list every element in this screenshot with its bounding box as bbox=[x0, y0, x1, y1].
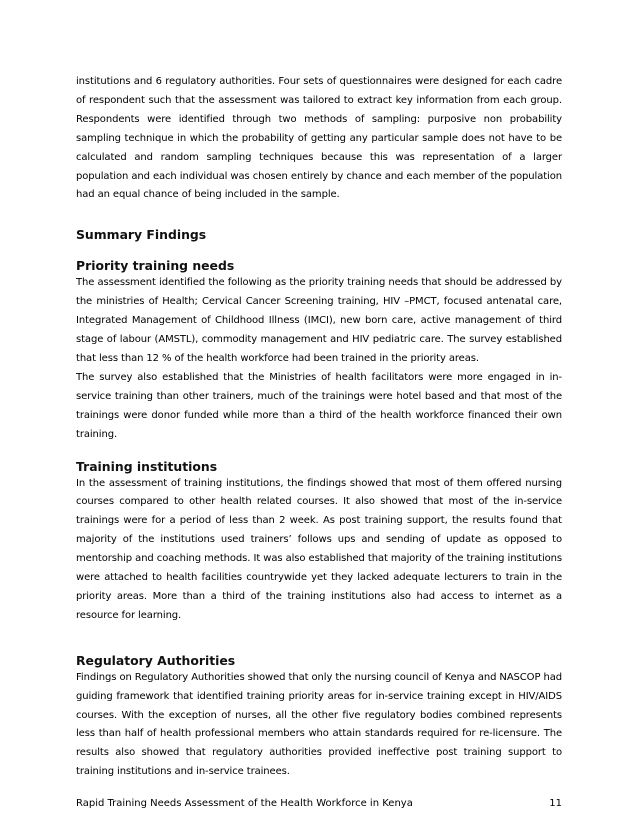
priority-training-heading: Priority training needs bbox=[76, 258, 235, 274]
footer-title: Rapid Training Needs Assessment of the Health Workforce in Kenya bbox=[76, 798, 413, 809]
training-institutions-heading: Training institutions bbox=[76, 458, 218, 474]
priority-paragraph-2: The survey also established that the Ministries of health facilitators were more engaged in in-service training than other trainers, much of the trainings were hotel based and that most of the trainings were donor funded while more than a third of the health workforce financed their own training. bbox=[76, 371, 562, 440]
regulatory-paragraph: Findings on Regulatory Authorities showed that only the nursing council of Kenya and NASCOP had guiding framework that identified training priority areas for in-service training except in HIV/AIDS courses. With the exception of nurses, all the other five regulatory bodies combined represents less than half of health professional members who attain standards required for re-licensure. The results also showed that regulatory authorities provided ineffective post training support to training institutions and in-service trainees. bbox=[76, 671, 562, 778]
page-number: 11 bbox=[549, 798, 562, 809]
intro-paragraph: institutions and 6 regulatory authorities. Four sets of questionnaires were designed for each cadre of respondent such that the assessment was tailored to extract key information from each group. Respondents were identified through two methods of sampling: purposive non probability sampling technique in which the probability of getting any particular sample does not have to be calculated and random sampling techniques because this was representation of a larger population and each individual was chosen entirely by chance and each member of the population had an equal chance of being included in the sample. bbox=[76, 76, 562, 201]
training-paragraph: In the assessment of training institutions, the findings showed that most of them offered nursing courses compared to other health related courses. It also showed that most of the in-service trainings were for a period of less than 2 week. As post training support, the results found that majority of the institutions used trainers’ follows ups and sending of update as opposed to mentorship and coaching methods. It was also established that majority of the training institutions were attached to health facilities countrywide yet they lacked adequate lecturers to train in the priority areas. More than a third of the training institutions also had access to internet as a resource for learning. bbox=[76, 477, 562, 621]
page-footer bbox=[76, 797, 562, 811]
regulatory-authorities-heading: Regulatory Authorities bbox=[76, 652, 236, 668]
page-content bbox=[76, 73, 562, 782]
summary-findings-heading: Summary Findings bbox=[76, 227, 207, 243]
priority-paragraph-1: The assessment identified the following as the priority training needs that should be addressed by the ministries of Health; Cervical Cancer Screening training, HIV –PMCT, focused antenatal care, Integrated Management of Childhood Illness (IMCI), new born care, active management of third stage of labour (AMSTL), commodity management and HIV pediatric care. The survey established that less than 12 % of the health workforce had been trained in the priority areas. bbox=[76, 277, 562, 364]
